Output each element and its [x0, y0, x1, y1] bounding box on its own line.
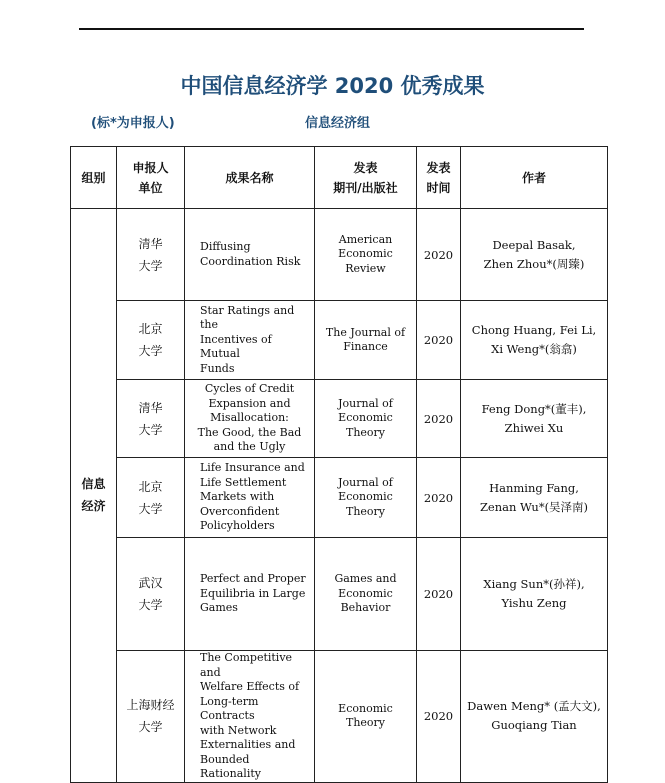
year-cell: 2020 [417, 301, 461, 380]
paper-title-cell: Perfect and Proper Equilibria in Large Games [185, 538, 315, 651]
journal-cell: Journal of Economic Theory [315, 458, 417, 538]
top-rule [79, 28, 584, 30]
year-cell: 2020 [417, 209, 461, 301]
journal-cell: Journal of Economic Theory [315, 380, 417, 458]
paper-title-cell: Cycles of Credit Expansion and Misallocation: The Good, the Bad and the Ugly [185, 380, 315, 458]
authors-cell: Dawen Meng* (孟大文), Guoqiang Tian [461, 651, 608, 783]
table-row [71, 301, 608, 380]
unit-cell: 清华 大学 [117, 380, 185, 458]
group-name: 信息经济组 [305, 116, 371, 131]
authors-cell: Deepal Basak, Zhen Zhou*(周臻) [461, 209, 608, 301]
table-row [71, 380, 608, 458]
journal-cell: Games and Economic Behavior [315, 538, 417, 651]
journal-cell: The Journal of Finance [315, 301, 417, 380]
authors-cell: Feng Dong*(董丰), Zhiwei Xu [461, 380, 608, 458]
col-header-year: 发表 时间 [417, 147, 461, 209]
col-header-authors: 作者 [461, 147, 608, 209]
table-row [71, 209, 608, 301]
awards-table [70, 146, 608, 783]
year-cell: 2020 [417, 380, 461, 458]
unit-cell: 清华 大学 [117, 209, 185, 301]
authors-cell: Hanming Fang, Zenan Wu*(吴泽南) [461, 458, 608, 538]
category-cell: 信息 经济 [71, 209, 117, 783]
year-cell: 2020 [417, 538, 461, 651]
year-cell: 2020 [417, 651, 461, 783]
journal-cell: American Economic Review [315, 209, 417, 301]
applicant-note: (标*为申报人) [91, 116, 175, 131]
unit-cell: 北京 大学 [117, 458, 185, 538]
table-row [71, 538, 608, 651]
col-header-unit: 申报人 单位 [117, 147, 185, 209]
paper-title-cell: Star Ratings and the Incentives of Mutual Funds [185, 301, 315, 380]
page-title: 中国信息经济学 2020 优秀成果 [180, 74, 485, 98]
unit-cell: 上海财经 大学 [117, 651, 185, 783]
paper-title-cell: The Competitive and Welfare Effects of Long-term Contracts with Network Externalities and Bounded Rationality [185, 651, 315, 783]
authors-cell: Xiang Sun*(孙祥), Yishu Zeng [461, 538, 608, 651]
col-header-title: 成果名称 [185, 147, 315, 209]
col-header-journal: 发表 期刊/出版社 [315, 147, 417, 209]
journal-cell: Economic Theory [315, 651, 417, 783]
unit-cell: 武汉 大学 [117, 538, 185, 651]
year-cell: 2020 [417, 458, 461, 538]
paper-title-cell: Diffusing Coordination Risk [185, 209, 315, 301]
table-header-row [71, 147, 608, 209]
col-header-group: 组别 [71, 147, 117, 209]
table-row [71, 458, 608, 538]
table-row [71, 651, 608, 783]
paper-title-cell: Life Insurance and Life Settlement Markets with Overconfident Policyholders [185, 458, 315, 538]
unit-cell: 北京 大学 [117, 301, 185, 380]
authors-cell: Chong Huang, Fei Li, Xi Weng*(翁翕) [461, 301, 608, 380]
